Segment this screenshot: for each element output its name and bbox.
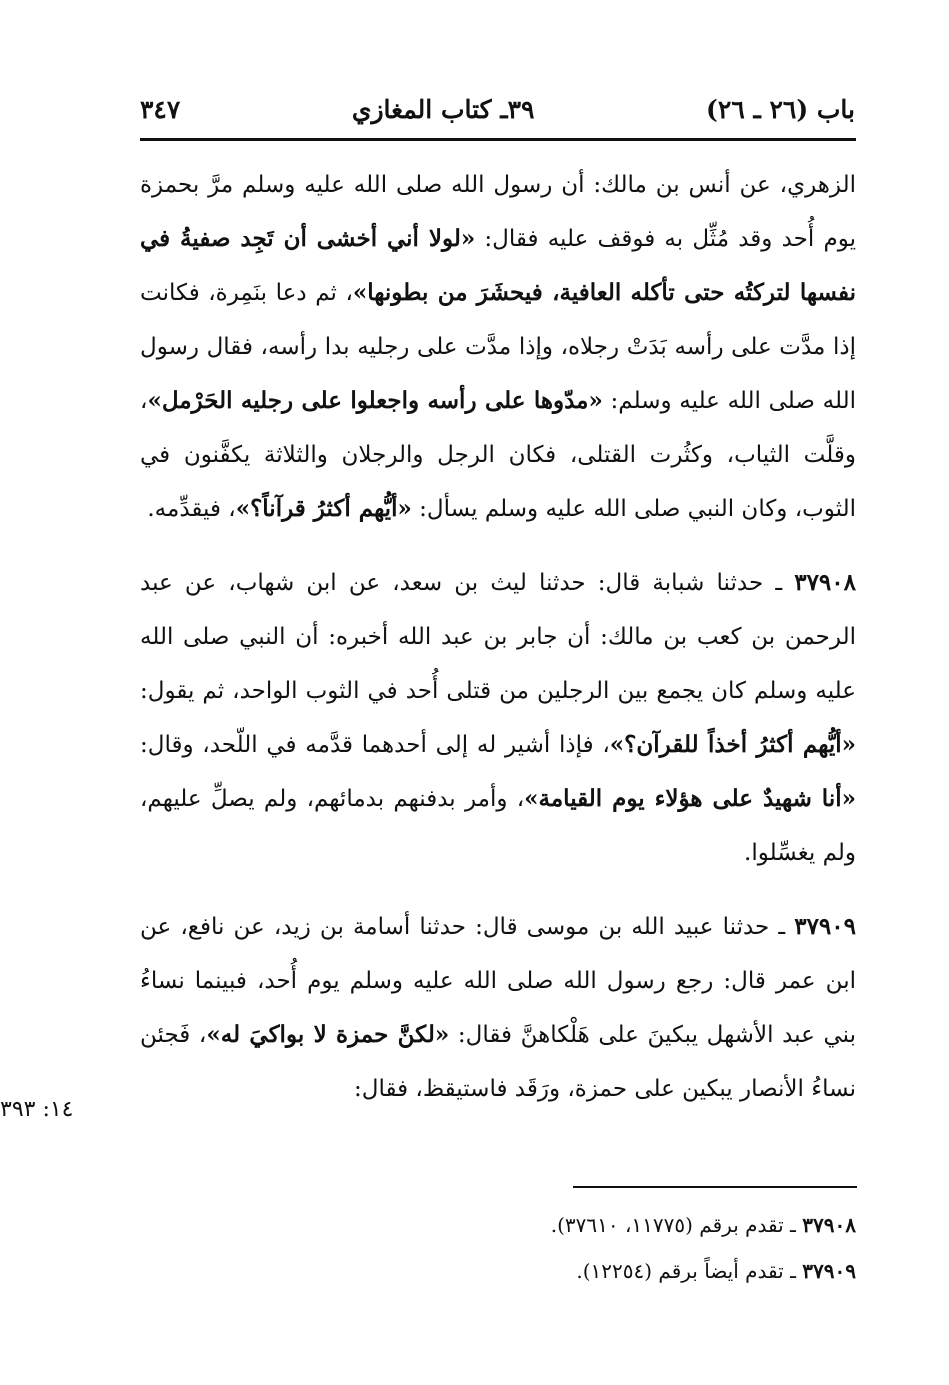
- narration-text: ، فإذا أشير له إلى أحدهما قدَّمه في اللّحد، وقال:: [140, 732, 610, 758]
- footnote-text: ـ تقدم برقم (١١٧٧٥، ٣٧٦١٠).: [550, 1213, 803, 1237]
- narration-text: ، فيقدِّمه.: [147, 496, 236, 522]
- hadith-paragraph: [140, 158, 856, 536]
- narration-text: ، ثم دعا بنَمِرة، فكانت إذا مدَّت على رأسه بَدَتْ رجلاه، وإذا مدَّت على رجليه بدا رأسه، فقال رسول الله صلى الله عليه وسلم:: [140, 280, 856, 414]
- prophetic-quote: «لولا أني أخشى أن تَجِد صفيةُ في نفسها لتركتُه حتى تأكله العافية، فيحشَرَ من بطونها»: [140, 225, 856, 306]
- footnote-number: ٣٧٩٠٨: [802, 1213, 856, 1237]
- header-rule: [140, 138, 856, 141]
- margin-reference: ١٤: ٣٩٣: [0, 1097, 74, 1122]
- footnote-rule: [573, 1186, 857, 1188]
- prophetic-quote: «مدّوها على رأسه واجعلوا على رجليه الحَرْمل»: [147, 387, 603, 414]
- prophetic-quote: «أيُّهم أكثرُ قرآناً؟»: [235, 495, 412, 522]
- footnote: [140, 1248, 856, 1294]
- running-header: [140, 86, 855, 132]
- hadith-paragraph: [140, 900, 856, 1116]
- hadith-paragraph: [140, 556, 856, 880]
- page-number: ٣٤٧: [140, 94, 181, 124]
- prophetic-quote: «أيُّهم أكثرُ أخذاً للقرآن؟»: [609, 731, 856, 758]
- footnote-text: ـ تقدم أيضاً برقم (١٢٢٥٤).: [576, 1259, 803, 1283]
- footnote-number: ٣٧٩٠٩: [802, 1259, 856, 1283]
- footnote: [140, 1202, 856, 1248]
- narration-text: الزهري، عن أنس بن مالك: أن رسول الله صلى الله عليه وسلم مرَّ بحمزة يوم أُحد وقد مُثِّل به فوقف عليه فقال:: [140, 172, 856, 252]
- prophetic-quote: «لكنَّ حمزة لا بواكيَ له»: [206, 1021, 450, 1048]
- book-title: ٣٩ـ كتاب المغازي: [351, 94, 535, 124]
- narration-text: ـ حدثنا عبيد الله بن موسى قال: حدثنا أسامة بن زيد، عن نافع، عن ابن عمر قال: رجع رسول الله صلى الله عليه وسلم يوم أُحد، فبينما نساءُ بني عبد الأشهل يبكينَ على هَلْكاهنَّ فقال:: [140, 914, 856, 1048]
- hadith-number: ٣٧٩٠٨: [794, 569, 856, 596]
- prophetic-quote: «أنا شهيدٌ على هؤلاء يوم القيامة»: [524, 785, 856, 812]
- chapter-range: باب (٢٦ ـ ٢٦): [706, 94, 855, 124]
- narration-text: ، وقلَّت الثياب، وكثُرت القتلى، فكان الرجل والرجلان والثلاثة يكفَّنون في الثوب، وكان النبي صلى الله عليه وسلم يسأل:: [140, 388, 856, 522]
- narration-text: ، وأمر بدفنهم بدمائهم، ولم يصلِّ عليهم، ولم يغسِّلوا.: [140, 786, 856, 866]
- hadith-number: ٣٧٩٠٩: [794, 913, 856, 940]
- narration-text: ـ حدثنا شبابة قال: حدثنا ليث بن سعد، عن ابن شهاب، عن عبد الرحمن بن كعب بن مالك: أن جابر بن عبد الله أخبره: أن النبي صلى الله عليه وسلم كان يجمع بين الرجلين من قتلى أُحد في الثوب الواحد، ثم يقول:: [140, 570, 856, 704]
- footnotes: [140, 1202, 856, 1294]
- main-text: [140, 158, 856, 1116]
- narration-text: ، فَجئن نساءُ الأنصار يبكين على حمزة، ورَقَد فاستيقظ، فقال:: [140, 1022, 856, 1102]
